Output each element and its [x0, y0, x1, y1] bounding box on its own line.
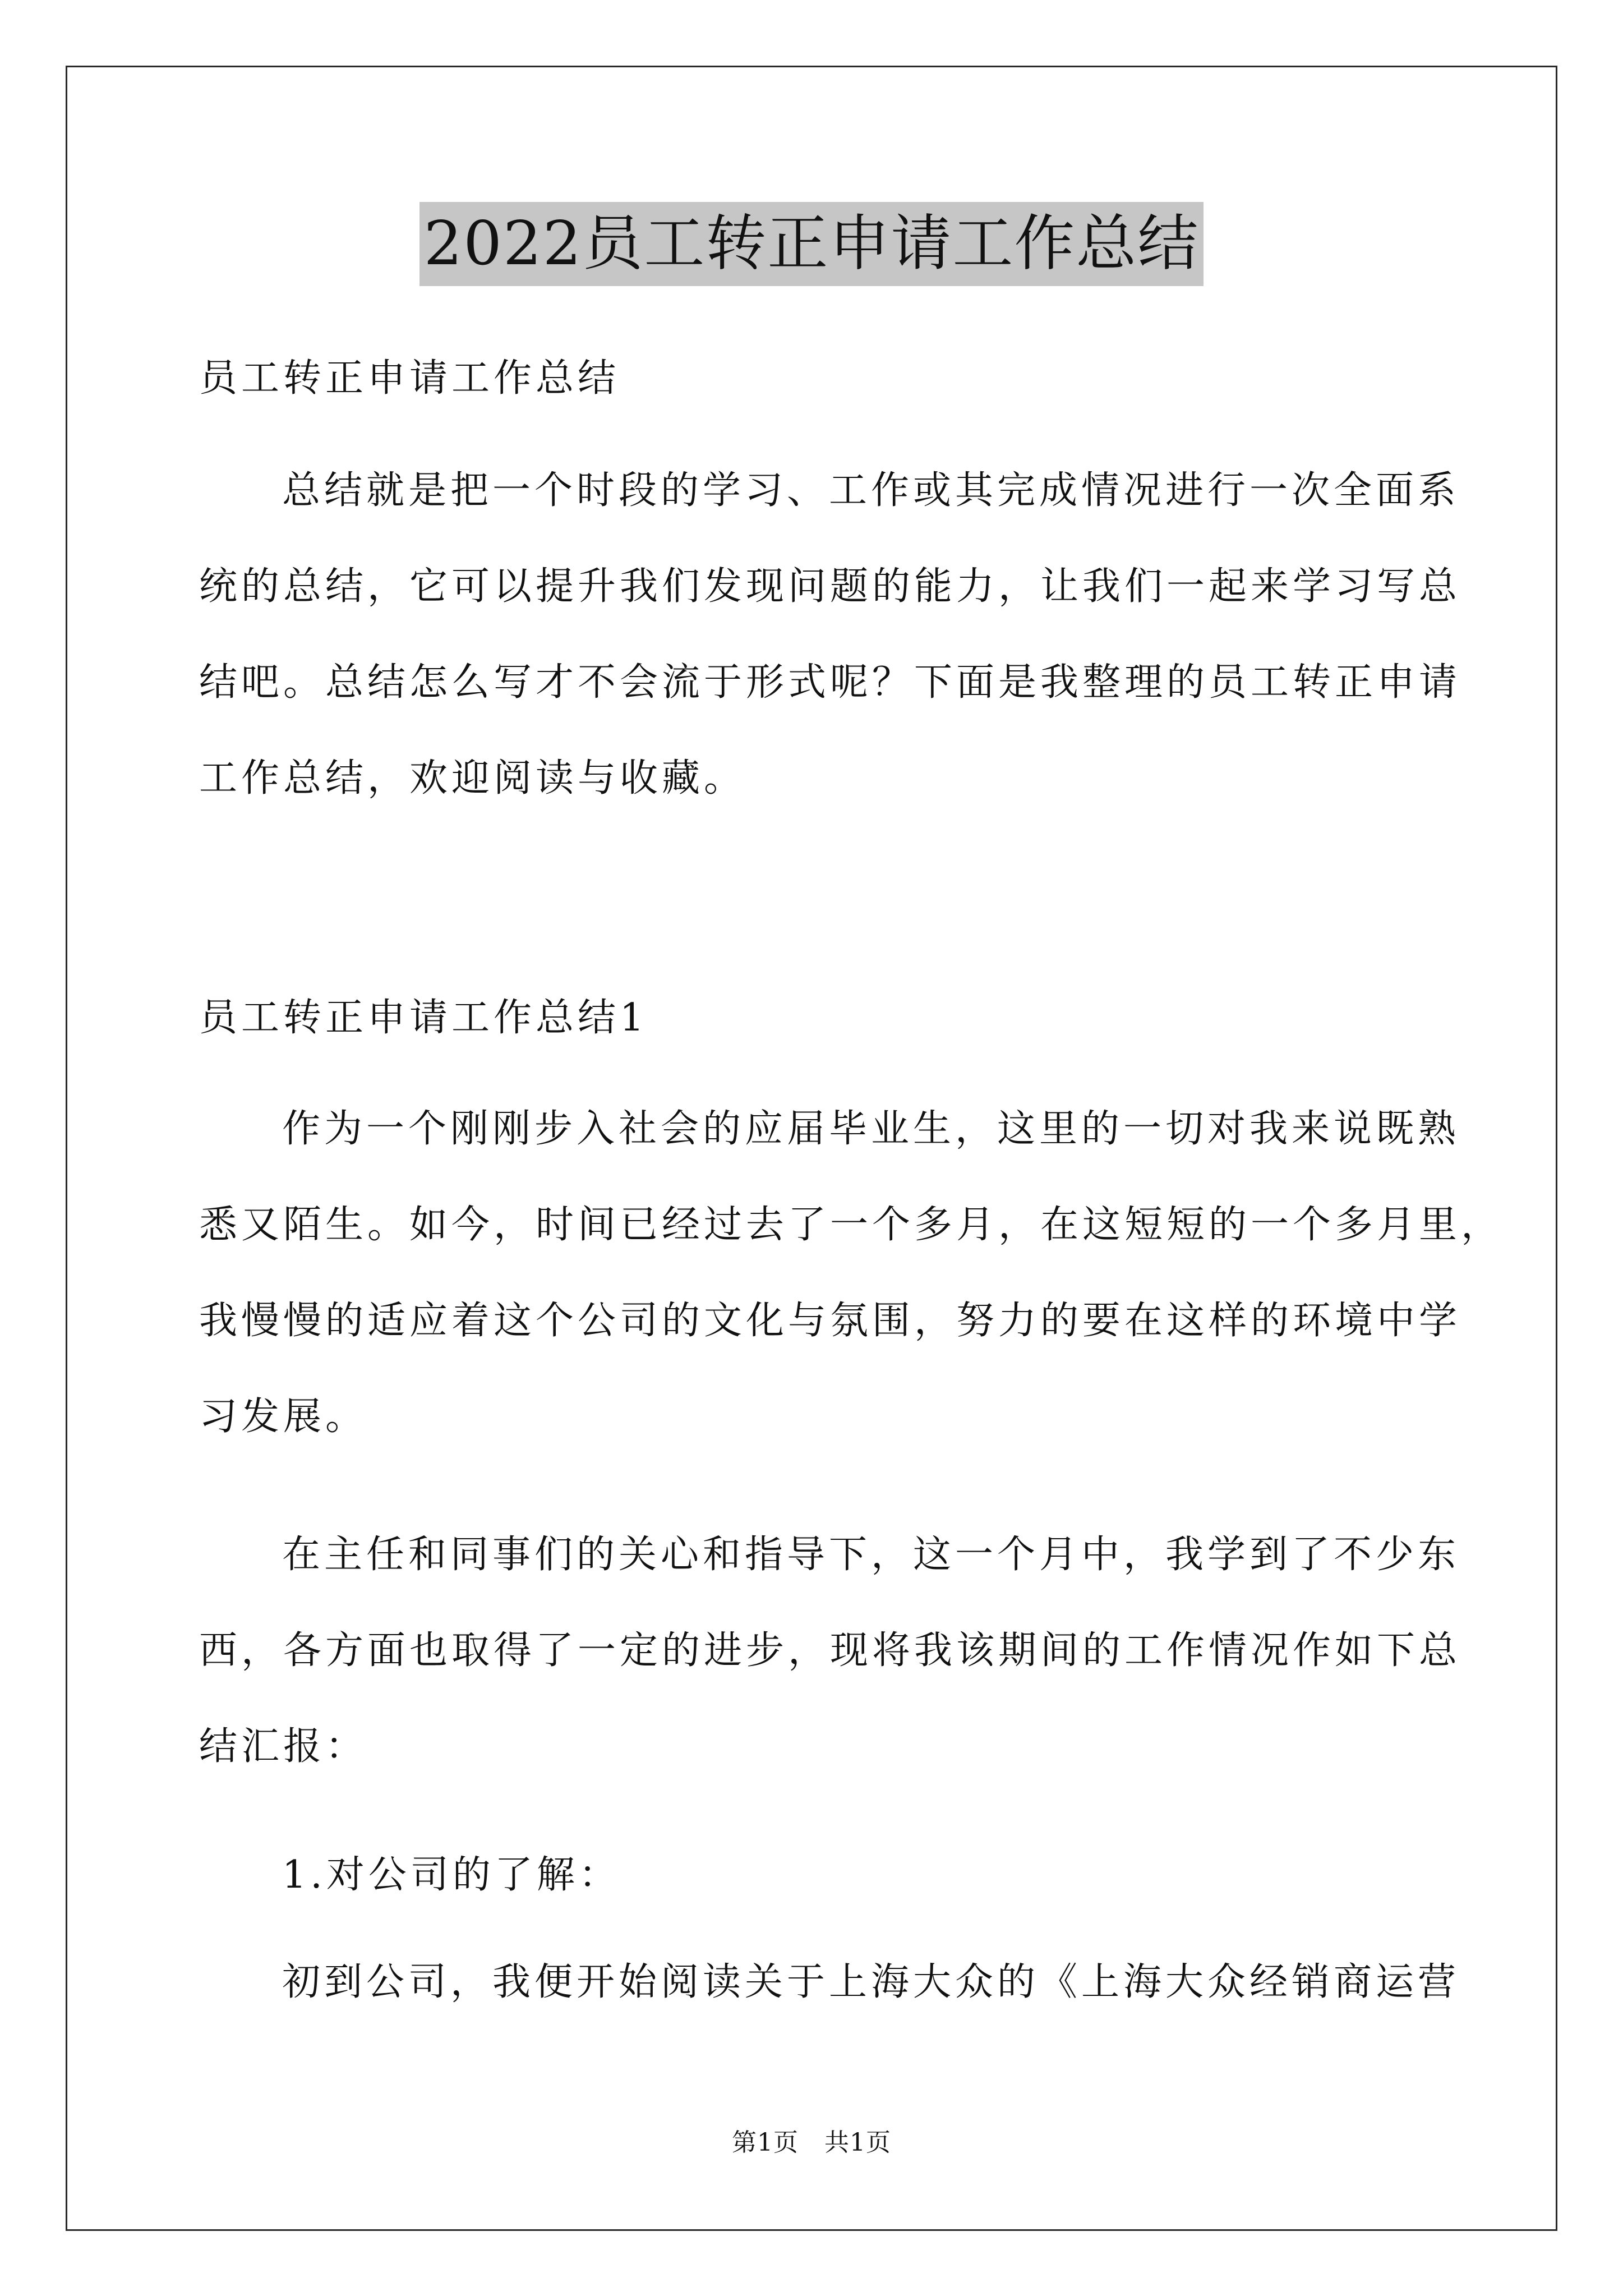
intro-paragraph	[199, 443, 1461, 826]
list-item-1	[199, 1827, 1450, 1923]
paragraph-line: 结汇报：	[199, 1724, 368, 1769]
paragraph-line: 初到公司，我便开始阅读关于上海大众的《上海大众经销商运营	[282, 1960, 1460, 2004]
section-heading-text: 员工转正申请工作总结	[199, 356, 620, 401]
paragraph-line: 习发展。	[199, 1395, 368, 1439]
paragraph-line: 工作总结，欢迎阅读与收藏。	[199, 756, 746, 800]
paragraph-line: 我慢慢的适应着这个公司的文化与氛围，努力的要在这样的环境中学	[199, 1299, 1461, 1343]
subsection-heading	[199, 970, 1450, 1066]
subsection-heading-text: 员工转正申请工作总结1	[199, 996, 648, 1040]
paragraph-line: 结吧。总结怎么写才不会流于形式呢？下面是我整理的员工转正申请	[199, 660, 1461, 705]
body-paragraph-1	[199, 1081, 1504, 1465]
page-footer	[0, 2126, 1623, 2160]
paragraph-line: 统的总结，它可以提升我们发现问题的能力，让我们一起来学习写总	[199, 564, 1461, 609]
paragraph-line: 悉又陌生。如今，时间已经过去了一个多月，在这短短的一个多月里，	[199, 1203, 1504, 1247]
title-container	[0, 202, 1623, 286]
section-heading	[199, 330, 1450, 426]
document-title: 2022员工转正申请工作总结	[419, 202, 1204, 286]
paragraph-line: 总结就是把一个时段的学习、工作或其完成情况进行一次全面系	[282, 468, 1460, 513]
paragraph-line: 在主任和同事们的关心和指导下，这一个月中，我学到了不少东	[282, 1533, 1460, 1577]
body-paragraph-3	[199, 1934, 1460, 2030]
body-paragraph-2	[199, 1507, 1461, 1795]
list-item-text: 1.对公司的了解：	[282, 1853, 621, 1897]
page-number-current: 第1页	[732, 2128, 799, 2157]
paragraph-line: 作为一个刚刚步入社会的应届毕业生，这里的一切对我来说既熟	[282, 1107, 1460, 1151]
paragraph-line: 西，各方面也取得了一定的进步，现将我该期间的工作情况作如下总	[199, 1628, 1461, 1673]
page-number-total: 共1页	[824, 2128, 891, 2157]
